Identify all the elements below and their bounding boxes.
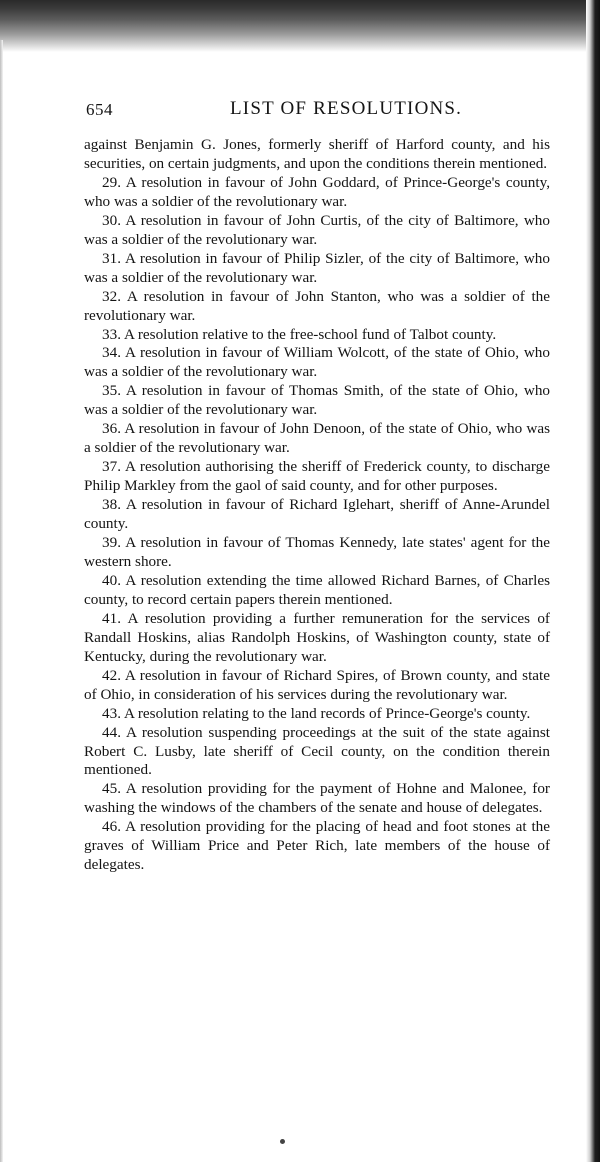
resolution-item: [84, 326, 550, 345]
resolution-item: [84, 818, 550, 875]
scan-shadow-top: [0, 0, 600, 52]
page-number: 654: [86, 100, 113, 119]
resolution-text: A resolution extending the time allowed Richard Barnes, of Charles county, to record certain papers therein mentioned.: [84, 571, 550, 608]
resolution-text: A resolution in favour of John Denoon, of the state of Ohio, who was a soldier of the revolutionary war.: [84, 420, 550, 457]
resolution-item: [84, 496, 550, 534]
resolution-number: 31.: [102, 249, 121, 267]
page-header: [84, 96, 550, 126]
resolution-number: 32.: [102, 287, 121, 305]
document-page: [84, 96, 550, 875]
resolution-item: [84, 458, 550, 496]
ink-speck: [280, 1139, 285, 1144]
resolution-number: 46.: [102, 818, 121, 836]
resolution-text: A resolution providing for the payment of Hohne and Malonee, for washing the windows of the chambers of the senate and house of delegates.: [84, 780, 550, 817]
resolution-number: 42.: [102, 666, 121, 684]
resolution-item: [84, 610, 550, 667]
resolution-item: [84, 534, 550, 572]
scan-edge-left: [0, 40, 3, 1162]
resolution-item: [84, 667, 550, 705]
resolution-number: 35.: [102, 382, 121, 400]
resolution-number: 44.: [102, 723, 121, 741]
resolution-text: A resolution in favour of Richard Spires, of Brown county, and state of Ohio, in consideration of his services during the revolutionary war.: [84, 666, 550, 703]
scan-edge-right: [586, 0, 600, 1162]
resolution-text: A resolution suspending proceedings at the suit of the state against Robert C. Lusby, late sheriff of Cecil county, on the condition therein mentioned.: [84, 723, 551, 779]
resolution-number: 45.: [102, 780, 121, 798]
resolution-text: A resolution providing for the placing of head and foot stones at the graves of William Price and Peter Rich, late members of the house of delegates.: [84, 818, 551, 874]
resolution-number: 30.: [102, 211, 121, 229]
resolution-item: [84, 572, 550, 610]
resolution-item: [84, 724, 550, 781]
resolution-number: 41.: [102, 609, 121, 627]
resolution-item: [84, 780, 550, 818]
resolution-text: A resolution in favour of Philip Sizler, of the city of Baltimore, who was a soldier of the revolutionary war.: [84, 249, 550, 286]
resolution-item: [84, 250, 550, 288]
resolution-text: A resolution in favour of Richard Iglehart, sheriff of Anne-Arundel county.: [84, 496, 550, 533]
resolution-number: 43.: [102, 704, 121, 722]
resolution-number: 29.: [102, 173, 121, 191]
resolutions-list: [84, 136, 550, 875]
resolution-text: A resolution in favour of Thomas Kennedy, late states' agent for the western shore.: [84, 534, 550, 570]
resolution-number: 33.: [102, 325, 121, 343]
resolution-item: [84, 174, 550, 212]
resolution-number: 37.: [102, 458, 121, 476]
resolution-text: A resolution in favour of John Curtis, of the city of Baltimore, who was a soldier of the revolutionary war.: [84, 211, 550, 248]
resolution-item: [84, 288, 550, 326]
resolution-item: [84, 420, 550, 458]
resolution-number: 38.: [102, 496, 121, 514]
resolution-number: 40.: [102, 571, 121, 589]
resolution-item: [84, 382, 550, 420]
resolution-text: A resolution authorising the sheriff of Frederick county, to discharge Philip Markley from the gaol of said county, and for other purposes.: [84, 458, 550, 495]
resolution-item: [84, 344, 550, 382]
resolution-text: A resolution in favour of William Wolcott, of the state of Ohio, who was a soldier of the revolutionary war.: [84, 344, 550, 381]
resolution-number: 39.: [102, 534, 121, 552]
continuation-paragraph: against Benjamin G. Jones, formerly sheriff of Harford county, and his securities, on certain judgments, and upon the conditions therein mentioned.: [84, 136, 550, 172]
resolution-text: A resolution relative to the free-school fund of Talbot county.: [123, 325, 497, 343]
resolution-number: 36.: [102, 420, 121, 438]
running-head: LIST OF RESOLUTIONS.: [230, 98, 463, 119]
resolution-item: [84, 705, 550, 724]
resolution-text: A resolution in favour of Thomas Smith, of the state of Ohio, who was a soldier of the revolutionary war.: [84, 382, 551, 419]
resolution-number: 34.: [102, 344, 121, 362]
resolution-text: A resolution relating to the land records of Prince-George's county.: [123, 704, 531, 722]
resolution-text: A resolution in favour of John Stanton, who was a soldier of the revolutionary war.: [84, 287, 550, 324]
resolution-text: A resolution providing a further remuneration for the services of Randall Hoskins, alias Randolph Hoskins, of Washington county, state of Kentucky, during the revolutionary war.: [84, 609, 550, 665]
resolution-item: [84, 212, 550, 250]
resolution-text: A resolution in favour of John Goddard, of Prince-George's county, who was a soldier of the revolutionary war.: [84, 173, 550, 210]
